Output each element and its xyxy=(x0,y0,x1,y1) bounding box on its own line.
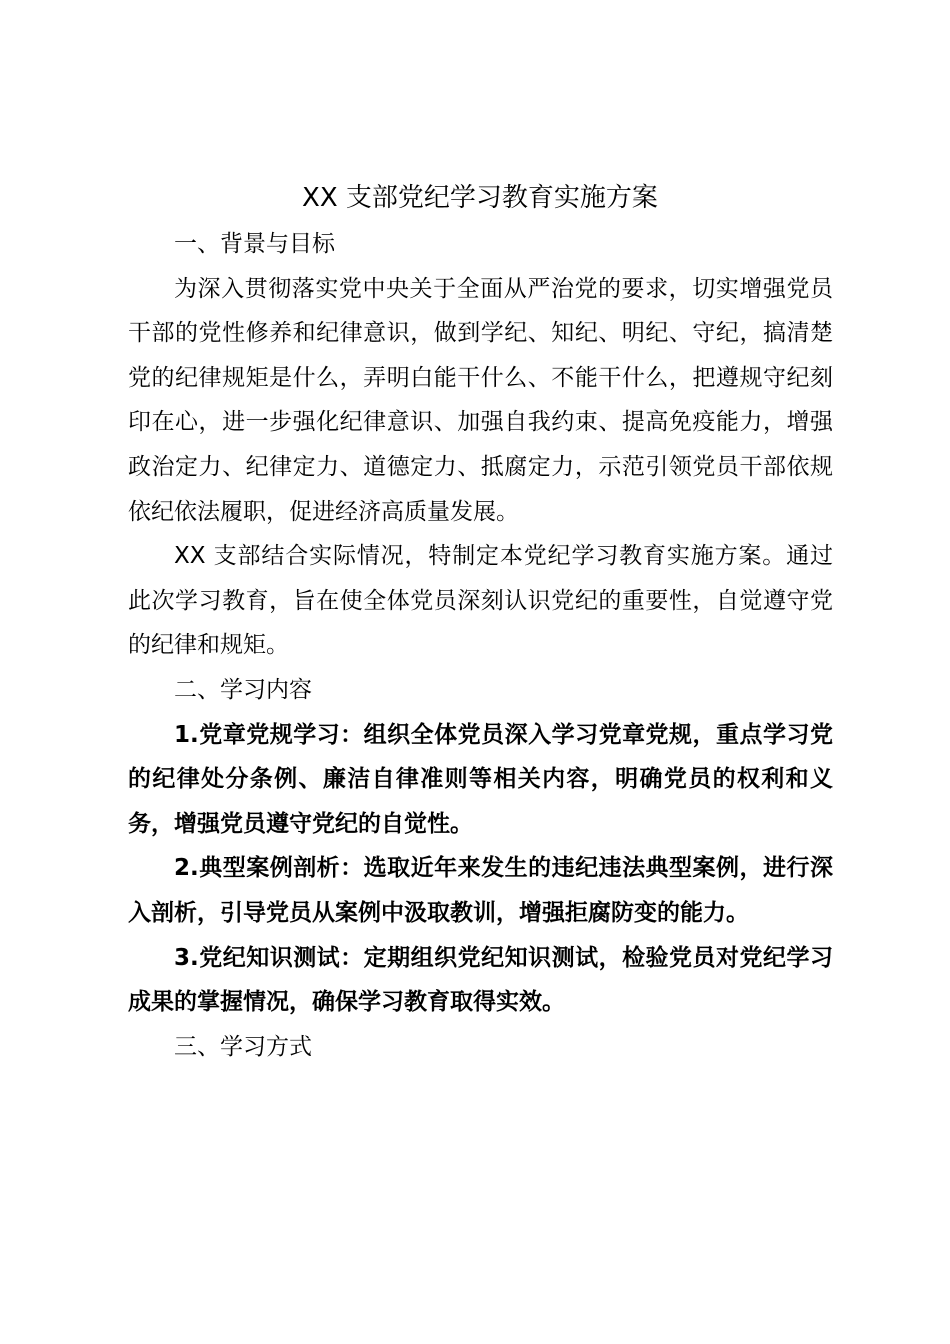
content-item-knowledge-test: 3.党纪知识测试：定期组织党纪知识测试，检验党员对党纪学习成果的掌握情况，确保学习教育取得实效。 xyxy=(128,944,833,1016)
content-item-party-rules: 1.党章党规学习：组织全体党员深入学习党章党规，重点学习党的纪律处分条例、廉洁自律准则等相关内容，明确党员的权利和义务，增强党员遵守党纪的自觉性。 xyxy=(128,721,833,837)
content-item-case-analysis: 2.典型案例剖析：选取近年来发生的违纪违法典型案例，进行深入剖析，引导党员从案例中汲取教训，增强拒腐防变的能力。 xyxy=(128,855,833,926)
document-title: XX 支部党纪学习教育实施方案 xyxy=(302,183,658,213)
paragraph-background: 为深入贯彻落实党中央关于全面从严治党的要求，切实增强党员干部的党性修养和纪律意识，做到学纪、知纪、明纪、守纪，搞清楚党的纪律规矩是什么，弄明白能干什么、不能干什么，把遵规守纪刻印在心，进一步强化纪律意识、加强自我约束、提高免疫能力，增强政治定力、纪律定力、道德定力、抵腐定力，示范引领党员干部依规依纪依法履职，促进经济高质量发展。 xyxy=(128,275,833,525)
section-heading-content: 二、学习内容 xyxy=(174,676,312,703)
document-body xyxy=(128,222,833,1069)
section-heading-background: 一、背景与目标 xyxy=(174,231,335,257)
section-heading-methods: 三、学习方式 xyxy=(174,1033,312,1060)
paragraph-purpose: XX 支部结合实际情况，特制定本党纪学习教育实施方案。通过此次学习教育，旨在使全体党员深刻认识党纪的重要性，自觉遵守党的纪律和规矩。 xyxy=(128,543,833,659)
